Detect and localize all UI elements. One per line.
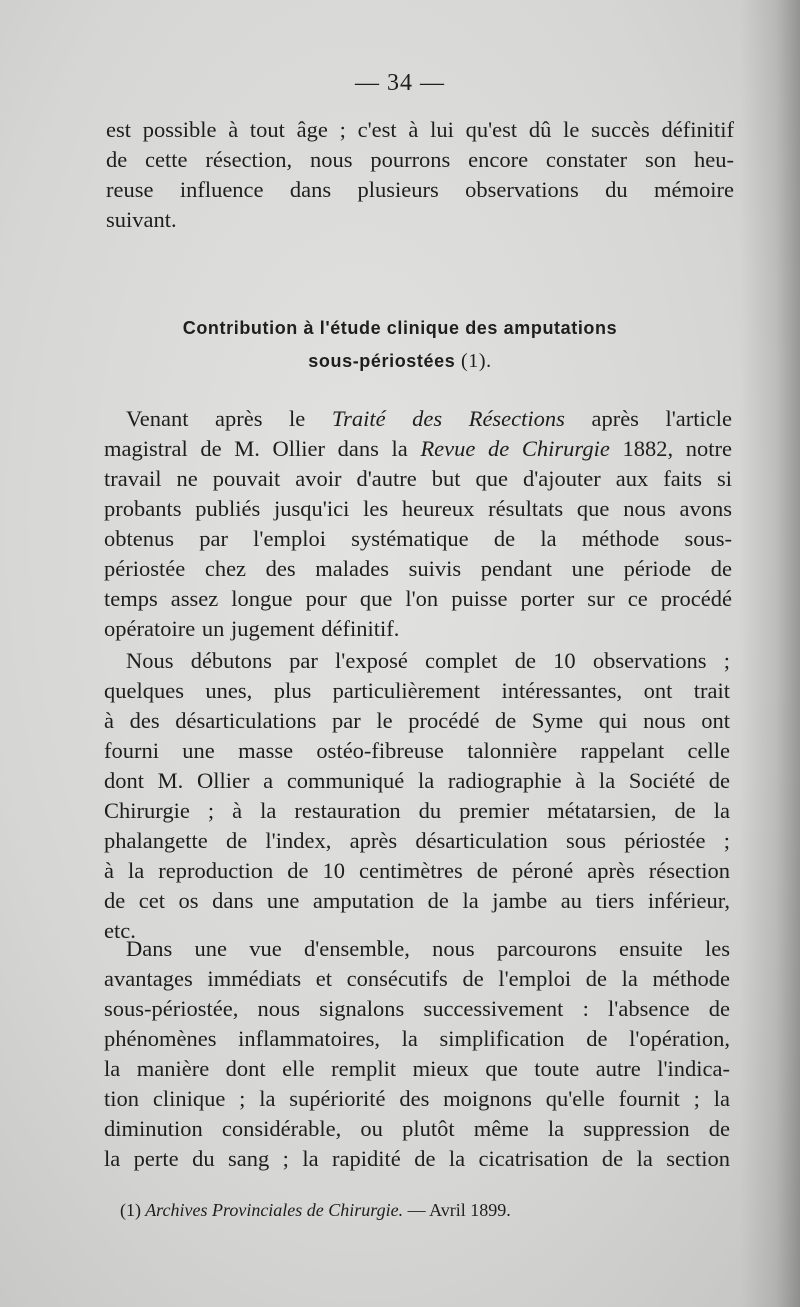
text-run: magistral de M. Ollier dans la: [104, 436, 421, 461]
intro-paragraph: [106, 115, 734, 235]
paragraph-line: phalangette de l'index, après désarticulation sous périostée ;: [104, 828, 730, 853]
intro-line: reuse influence dans plusieurs observations du mémoire: [106, 177, 734, 202]
intro-line: suivant.: [106, 207, 177, 232]
paragraph-line: Chirurgie ; à la restauration du premier métatarsien, de la: [104, 798, 730, 823]
paragraph-line: à des désarticulations par le procédé de Syme qui nous ont: [104, 708, 730, 733]
paragraph-line: obtenus par l'emploi systématique de la méthode sous-: [104, 526, 732, 551]
paragraph-line: Nous débutons par l'exposé complet de 10 observations ;: [126, 648, 730, 673]
intro-line: est possible à tout âge ; c'est à lui qu'est dû le succès définitif: [106, 117, 734, 142]
text-run: 1882, notre: [609, 436, 732, 461]
page-edge-shadow: [740, 0, 800, 1307]
text-run: Venant après le: [126, 406, 332, 431]
section-heading-text: sous-périostées: [308, 351, 456, 371]
paragraph-line: avantages immédiats et consécutifs de l'emploi de la méthode: [104, 966, 730, 991]
footnote: [120, 1200, 720, 1221]
paragraph-line: la perte du sang ; la rapidité de la cicatrisation de la section: [104, 1146, 730, 1171]
page-number: — 34 —: [355, 70, 445, 96]
paragraph-line: dont M. Ollier a communiqué la radiographie à la Société de: [104, 768, 730, 793]
footnote-source: Archives Provinciales de Chirurgie.: [145, 1200, 404, 1220]
paragraph-3: [104, 934, 730, 1174]
paragraph-line: temps assez longue pour que l'on puisse porter sur ce procédé: [104, 586, 732, 611]
italic-title: Traité des Résections: [331, 406, 565, 431]
paragraph-1: [104, 404, 732, 644]
paragraph-line: diminution considérable, ou plutôt même la suppression de: [104, 1116, 730, 1141]
section-heading-line2: [0, 350, 800, 373]
text-run: après l'article: [564, 406, 732, 431]
footnote-reference: (1).: [460, 350, 492, 372]
paragraph-line: sous-périostée, nous signalons successivement : l'absence de: [104, 996, 730, 1021]
paragraph-line: opératoire un jugement définitif.: [104, 616, 400, 641]
section-heading-line1: Contribution à l'étude clinique des amputations: [182, 318, 618, 338]
paragraph-line: Dans une vue d'ensemble, nous parcourons ensuite les: [126, 936, 730, 961]
paragraph-line: tion clinique ; la supériorité des moignons qu'elle fournit ; la: [104, 1086, 730, 1111]
footnote-number: (1): [120, 1200, 141, 1220]
paragraph-line: [104, 404, 732, 434]
paragraph-line: etc.: [104, 918, 136, 943]
paragraph-line: travail ne pouvait avoir d'autre but que d'ajouter aux faits si: [104, 466, 732, 491]
paragraph-line: [104, 434, 732, 464]
paragraph-line: probants publiés jusqu'ici les heureux résultats que nous avons: [104, 496, 732, 521]
paragraph-line: la manière dont elle remplit mieux que toute autre l'indica-: [104, 1056, 730, 1081]
paragraph-line: à la reproduction de 10 centimètres de péroné après résection: [104, 858, 730, 883]
paragraph-line: phénomènes inflammatoires, la simplification de l'opération,: [104, 1026, 730, 1051]
paragraph-line: fourni une masse ostéo-fibreuse talonnière rappelant celle: [104, 738, 730, 763]
paragraph-line: de cet os dans une amputation de la jambe au tiers inférieur,: [104, 888, 730, 913]
intro-line: de cette résection, nous pourrons encore constater son heu-: [106, 147, 734, 172]
paragraph-2: [104, 646, 730, 946]
paragraph-line: périostée chez des malades suivis pendant une période de: [104, 556, 732, 581]
paragraph-line: quelques unes, plus particulièrement intéressantes, ont trait: [104, 678, 730, 703]
italic-title: Revue de Chirurgie: [420, 436, 610, 461]
footnote-date: — Avril 1899.: [407, 1200, 511, 1220]
